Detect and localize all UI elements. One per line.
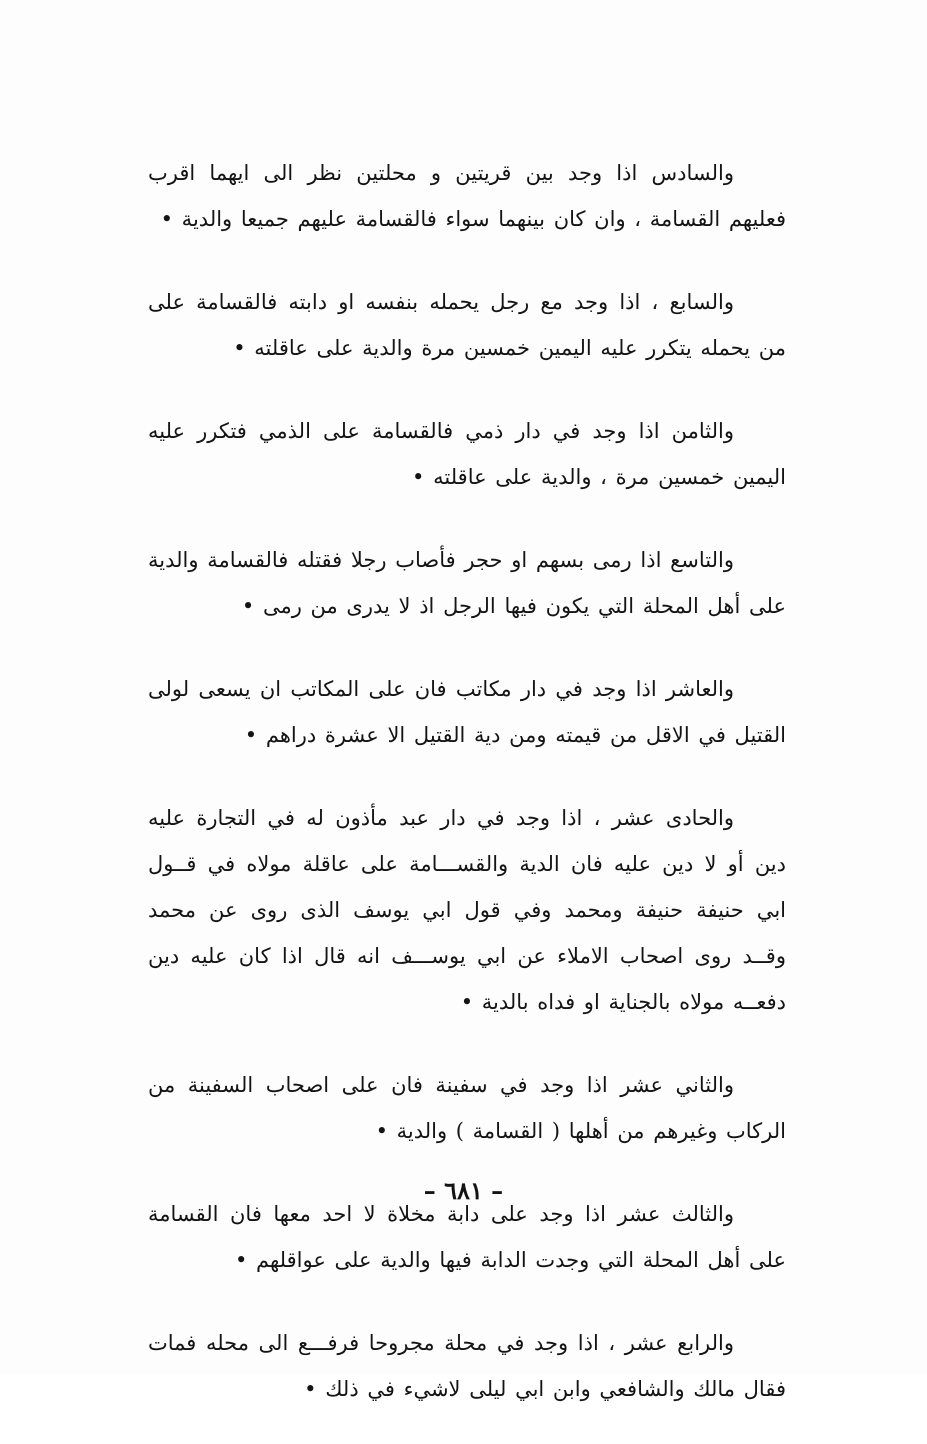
paragraph-7: والسابع ، اذا وجد مع رجل يحمله بنفسه او دابته فالقسامة على من يحمله يتكرر عليه اليمين خمسين مرة والدية على عاقلته • (148, 290, 786, 360)
paragraph-13: والثالث عشر اذا وجد على دابة مخلاة لا احد معها فان القسامة على أهل المحلة التي وجدت الدابة فيها والدية على عواقلهم • (148, 1202, 786, 1272)
paragraph-8: والثامن اذا وجد في دار ذمي فالقسامة على الذمي فتكرر عليه اليمين خمسين مرة ، والدية على عاقلته • (148, 419, 786, 489)
paragraph-12: والثاني عشر اذا وجد في سفينة فان على اصحاب السفينة من الركاب وغيرهم من أهلها ( القسامة ) والدية • (148, 1073, 786, 1143)
paragraph-11: والحادى عشر ، اذا وجد في دار عبد مأذون له في التجارة عليه دين أو لا دين عليه فان الدية والقســـامة على عاقلة مولاه في قــول ابي حنيفة حنيفة ومحمد وفي قول ابي يوسف الذى روى عن محمد وقــد روى اصحاب الاملاء عن ابي يوســـف انه قال اذا كان عليه دين دفعــه مولاه بالجناية او فداه بالدية • (148, 806, 786, 1014)
paragraph-10: والعاشر اذا وجد في دار مكاتب فان على المكاتب ان يسعى لولى القتيل في الاقل من قيمته ومن دية القتيل الا عشرة دراهم • (148, 677, 786, 747)
page-body (148, 150, 786, 1444)
page-number: – ٦٨١ – (423, 1176, 504, 1205)
paragraph-6: والسادس اذا وجد بين قريتين و محلتين نظر الى ايهما اقرب فعليهم القسامة ، وان كان بينهما سواء فالقسامة عليهم جميعا والدية • (148, 161, 786, 231)
paragraph-14: والرابع عشر ، اذا وجد في محلة مجروحا فرفـــع الى محله فمات فقال مالك والشافعي وابن ابي ليلى لاشيء في ذلك • (148, 1331, 786, 1401)
paragraph-9: والتاسع اذا رمى بسهم او حجر فأصاب رجلا فقتله فالقسامة والدية على أهل المحلة التي يكون فيها الرجل اذ لا يدرى من رمى • (148, 548, 786, 618)
